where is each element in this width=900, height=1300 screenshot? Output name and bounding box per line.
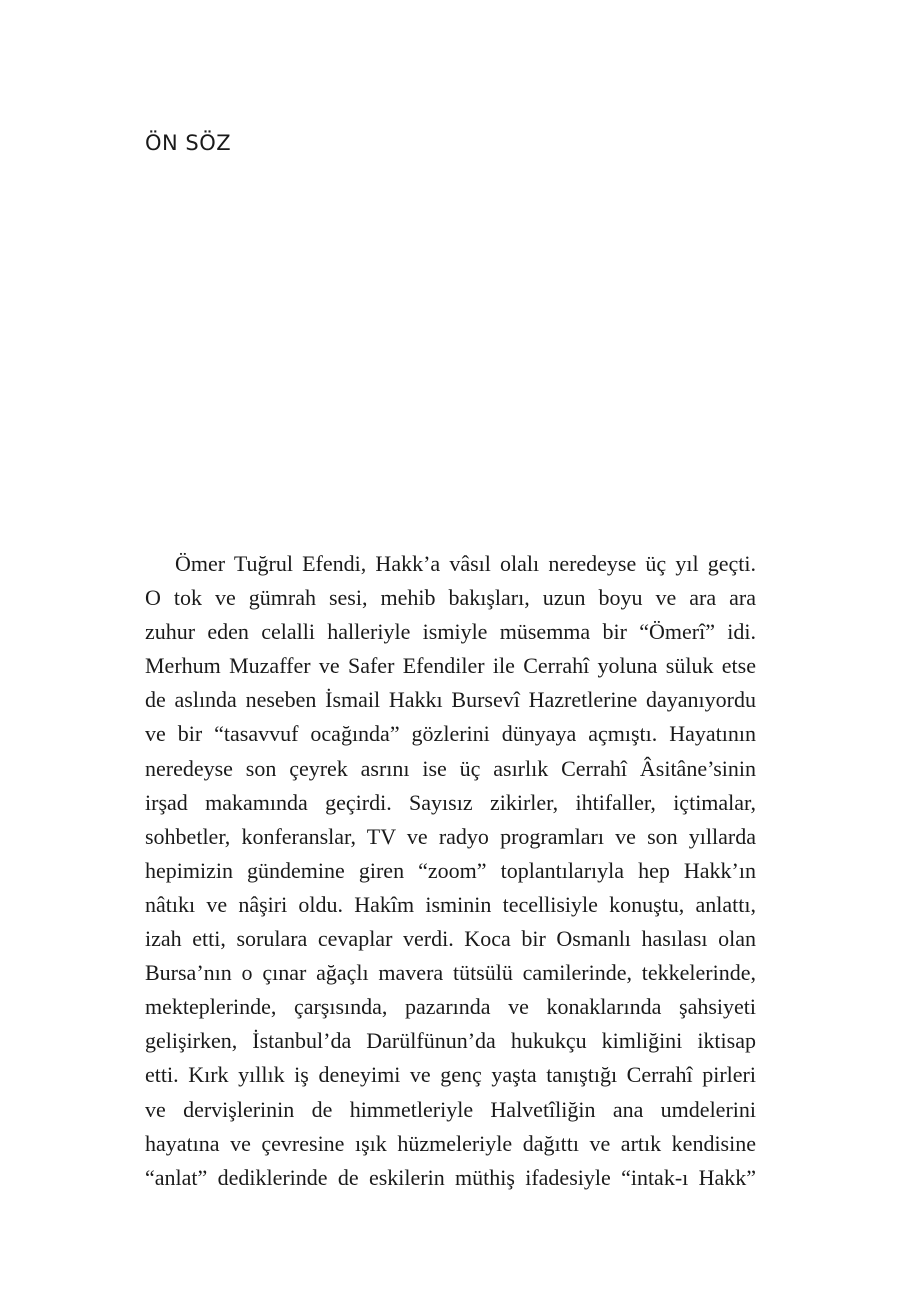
text-line: gelişirken, İstanbul’da Darülfünun’da hukukçu kimliğini iktisap — [145, 1028, 756, 1054]
text-line: etti. Kırk yıllık iş deneyimi ve genç yaşta tanıştığı Cerrahî pirleri — [145, 1062, 756, 1088]
text-line: irşad makamında geçirdi. Sayısız zikirler, ihtifaller, içtimalar, — [145, 789, 756, 815]
page-title: ÖN SÖZ — [145, 131, 232, 155]
text-line: ve bir “tasavvuf ocağında” gözlerini dünyaya açmıştı. Hayatının — [145, 721, 756, 747]
text-line: Bursa’nın o çınar ağaçlı mavera tütsülü camilerinde, tekkelerinde, — [145, 960, 756, 986]
body-paragraph — [145, 547, 756, 1195]
text-line: hepimizin gündemine giren “zoom” toplantılarıyla hep Hakk’ın — [145, 857, 756, 883]
text-line: neredeyse son çeyrek asrını ise üç asırlık Cerrahî Âsitâne’sinin — [145, 755, 756, 781]
text-line: nâtıkı ve nâşiri oldu. Hakîm isminin tecellisiyle konuştu, anlattı, — [145, 891, 756, 917]
text-line: Merhum Muzaffer ve Safer Efendiler ile Cerrahî yoluna süluk etse — [145, 653, 756, 679]
text-line: zuhur eden celalli halleriyle ismiyle müsemma bir “Ömerî” idi. — [145, 619, 756, 645]
text-line: ve dervişlerinin de himmetleriyle Halvetîliğin ana umdelerini — [145, 1096, 756, 1122]
text-line: hayatına ve çevresine ışık hüzmeleriyle dağıttı ve artık kendisine — [145, 1130, 756, 1156]
text-line: Ömer Tuğrul Efendi, Hakk’a vâsıl olalı neredeyse üç yıl geçti. — [175, 551, 756, 576]
text-line: “anlat” dediklerinde de eskilerin müthiş ifadesiyle “intak-ı Hakk” — [145, 1164, 756, 1190]
text-line: sohbetler, konferanslar, TV ve radyo programları ve son yıllarda — [145, 823, 756, 849]
text-line: mekteplerinde, çarşısında, pazarında ve konaklarında şahsiyeti — [145, 994, 756, 1020]
text-line: izah etti, sorulara cevaplar verdi. Koca bir Osmanlı hasılası olan — [145, 926, 756, 952]
text-line: O tok ve gümrah sesi, mehib bakışları, uzun boyu ve ara ara — [145, 585, 756, 611]
text-line: de aslında neseben İsmail Hakkı Bursevî Hazretlerine dayanıyordu — [145, 687, 756, 713]
